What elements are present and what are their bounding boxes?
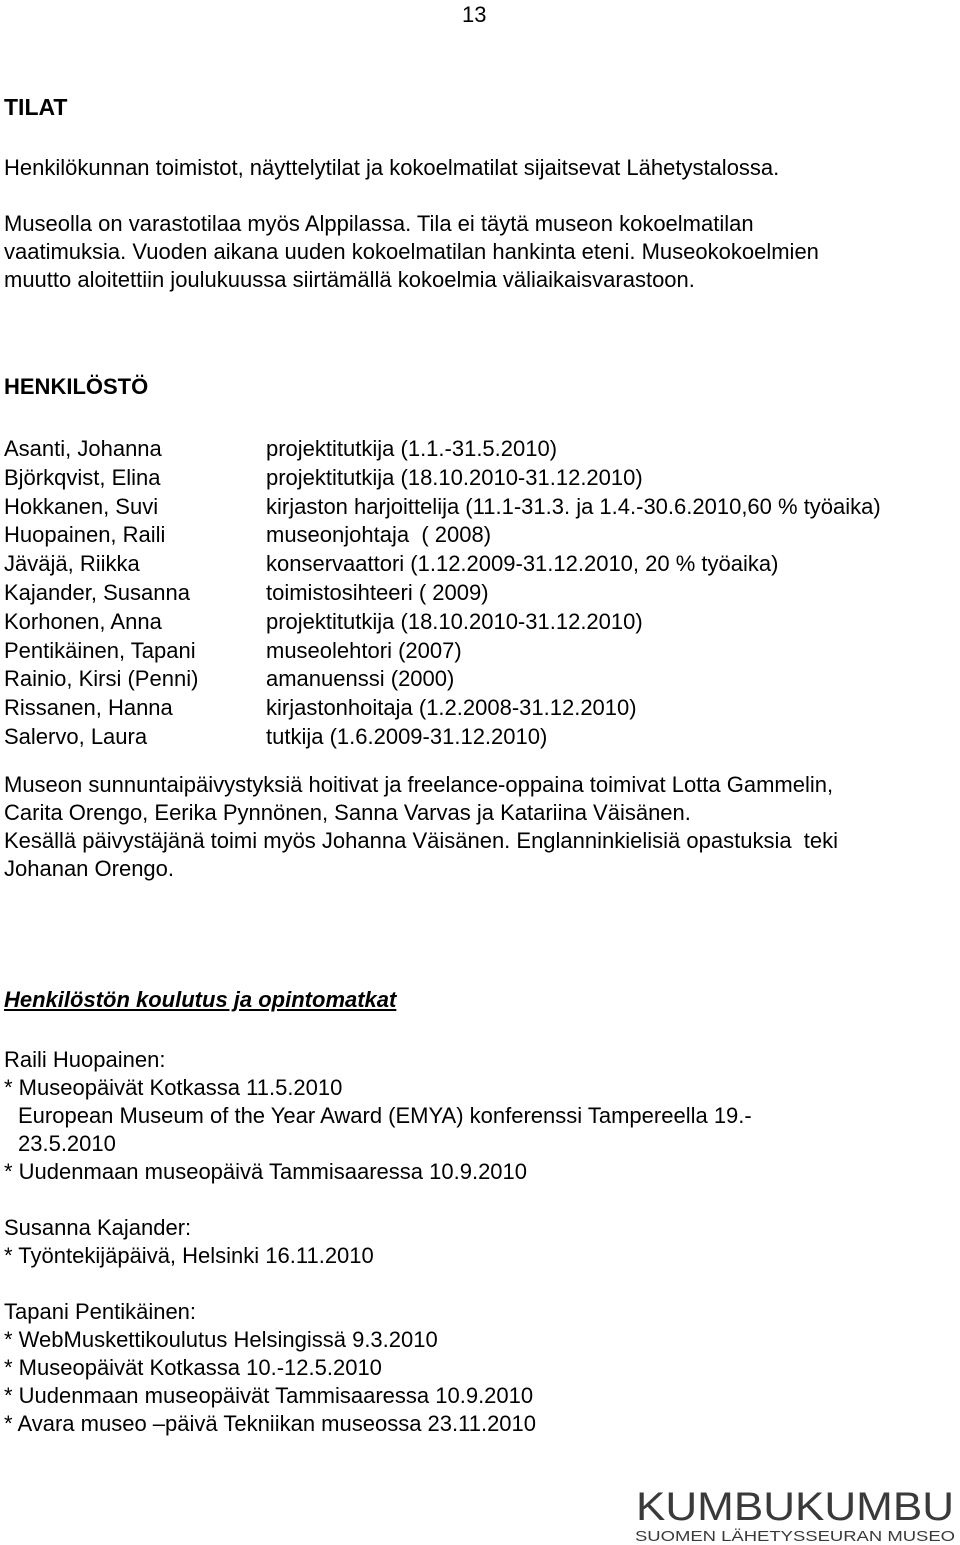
tilat-paragraph-1: Henkilökunnan toimistot, näyttelytilat ja kokoelmatilat sijaitsevat Lähetystalossa. (4, 155, 780, 180)
staff-role: konservaattori (1.12.2009-31.12.2010, 20 % työaika) (266, 551, 779, 577)
staff-name: Pentikäinen, Tapani (4, 637, 196, 663)
staff-row (4, 637, 881, 666)
staff-role: kirjaston harjoittelija (11.1-31.3. ja 1.4.-30.6.2010,60 % työaika) (266, 493, 881, 519)
staff-row (4, 435, 881, 464)
trainee-block (4, 1214, 752, 1270)
staff-row (4, 694, 881, 723)
training-item: * Uudenmaan museopäivät Tammisaaressa 10.9.2010 (4, 1383, 534, 1408)
staff-name: Salervo, Laura (4, 723, 148, 749)
staff-role: projektitutkija (18.10.2010-31.12.2010) (266, 464, 643, 490)
staff-role: amanuenssi (2000) (266, 666, 455, 692)
staff-row (4, 550, 881, 579)
logo-wordmark: KUMBUKUMBU (636, 1485, 954, 1529)
section-heading-henkilosto: HENKILÖSTÖ (4, 374, 149, 399)
paragraph-line: vaatimuksia. Vuoden aikana uuden kokoelmatilan hankinta eteni. Museokokoelmien (4, 239, 819, 264)
staff-role: projektitutkija (18.10.2010-31.12.2010) (266, 608, 643, 634)
section-heading-koulutus: Henkilöstön koulutus ja opintomatkat (4, 987, 397, 1012)
staff-row (4, 493, 881, 522)
staff-role: projektitutkija (1.1.-31.5.2010) (266, 436, 558, 461)
staff-name: Asanti, Johanna (4, 436, 162, 461)
paragraph-line: Museolla on varastotilaa myös Alppilassa. Tila ei täytä museon kokoelmatilan (4, 211, 754, 236)
training-list (4, 1046, 752, 1466)
tilat-paragraph-2 (4, 210, 819, 294)
staff-row (4, 608, 881, 637)
paragraph-line: Johanan Orengo. (4, 856, 175, 881)
trainee-block (4, 1298, 752, 1438)
staff-name: Rissanen, Hanna (4, 695, 173, 721)
training-item: * Työntekijäpäivä, Helsinki 16.11.2010 (4, 1243, 374, 1268)
trainee-block (4, 1046, 752, 1186)
staff-name: Korhonen, Anna (4, 608, 162, 634)
training-item: 23.5.2010 (18, 1131, 116, 1156)
staff-name: Jäväjä, Riikka (4, 551, 140, 577)
staff-role: kirjastonhoitaja (1.2.2008-31.12.2010) (266, 695, 637, 721)
training-item: European Museum of the Year Award (EMYA) konferenssi Tampereella 19.- (18, 1103, 752, 1128)
staff-row (4, 665, 881, 694)
staff-role: museolehtori (2007) (266, 637, 462, 663)
staff-name: Kajander, Susanna (4, 579, 190, 605)
kumbukumbu-logo (633, 1484, 957, 1544)
staff-row (4, 723, 881, 752)
staff-name: Björkqvist, Elina (4, 464, 161, 490)
staff-row (4, 579, 881, 608)
section-heading-tilat: TILAT (4, 94, 68, 120)
logo-subtitle: SUOMEN LÄHETYSSEURAN MUSEO (635, 1528, 955, 1544)
paragraph-line: Museon sunnuntaipäivystyksiä hoitivat ja freelance-oppaina toimivat Lotta Gammelin, (4, 772, 834, 797)
staff-notes (4, 771, 838, 883)
training-item: * Museopäivät Kotkassa 10.-12.5.2010 (4, 1355, 382, 1380)
staff-role: tutkija (1.6.2009-31.12.2010) (266, 723, 548, 749)
staff-role: toimistosihteeri ( 2009) (266, 579, 489, 605)
training-item: * Avara museo –päivä Tekniikan museossa 23.11.2010 (4, 1411, 537, 1436)
staff-name: Rainio, Kirsi (Penni) (4, 666, 199, 692)
staff-name: Hokkanen, Suvi (4, 493, 159, 519)
staff-role: museonjohtaja ( 2008) (266, 522, 492, 548)
staff-row (4, 464, 881, 493)
paragraph-line: Kesällä päivystäjänä toimi myös Johanna Väisänen. Englanninkielisiä opastuksia teki (4, 828, 839, 853)
trainee-name: Susanna Kajander: (4, 1215, 192, 1240)
paragraph-line: muutto aloitettiin joulukuussa siirtämällä kokoelmia väliaikaisvarastoon. (4, 267, 695, 292)
training-item: * Museopäivät Kotkassa 11.5.2010 (4, 1075, 343, 1100)
trainee-name: Tapani Pentikäinen: (4, 1299, 197, 1324)
training-item: * Uudenmaan museopäivä Tammisaaressa 10.9.2010 (4, 1159, 528, 1184)
training-item: * WebMuskettikoulutus Helsingissä 9.3.2010 (4, 1327, 438, 1352)
paragraph-line: Carita Orengo, Eerika Pynnönen, Sanna Varvas ja Katariina Väisänen. (4, 800, 691, 825)
trainee-name: Raili Huopainen: (4, 1047, 166, 1072)
staff-list (4, 435, 881, 752)
staff-name: Huopainen, Raili (4, 522, 166, 548)
page-number: 13 (462, 2, 487, 27)
staff-row (4, 521, 881, 550)
